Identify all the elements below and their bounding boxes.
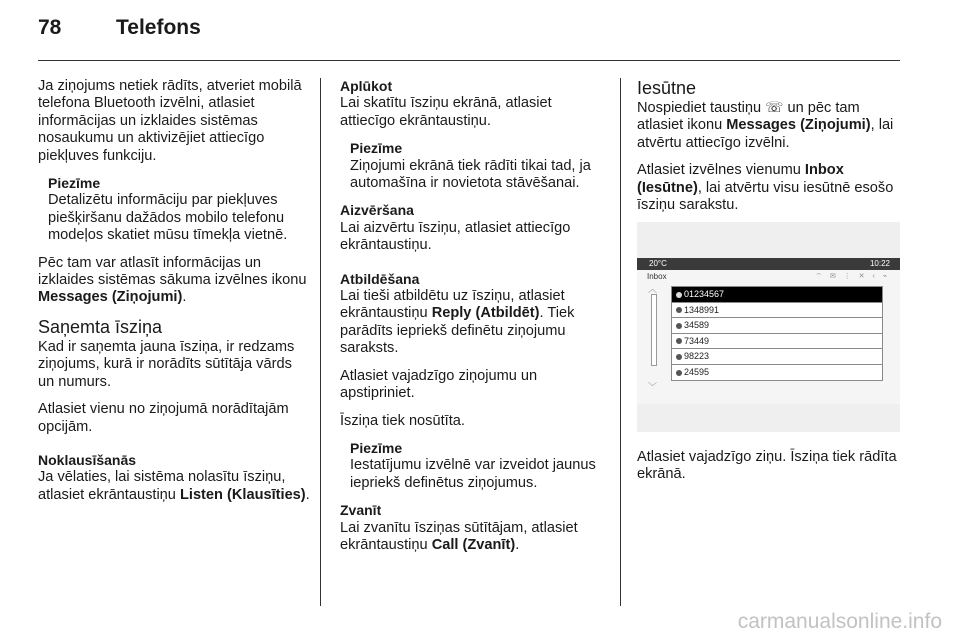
message-list (671, 286, 883, 381)
clock-readout: 10:22 (869, 259, 890, 268)
subsection-title: Atbildēšana (340, 270, 420, 287)
section-title: Saņemta īsziņa (38, 316, 163, 337)
column-3 (637, 78, 902, 224)
watermark: carmanualsonline.info (737, 610, 942, 633)
subsection-title: Aizvēršana (340, 202, 414, 219)
section-title: Iesūtne (637, 78, 697, 98)
paragraph: Atlasiet vajadzīgo ziņojumu un apstipriniet. (340, 367, 538, 402)
message-row[interactable] (671, 286, 883, 303)
paragraph: Lai aizvērtu īsziņu, atlasiet attiecīgo ekrāntaustiņu. (340, 219, 571, 254)
status-icons: ⌔ ✉ ⋮ ✕ ‹ ⌁ (815, 273, 890, 280)
note-title: Piezīme (350, 439, 403, 456)
message-row[interactable] (671, 318, 883, 334)
paragraph: Ja vēlaties, lai sistēma nolasītu īsziņu, atlasiet ekrāntaustiņu Listen (Klausīties). (38, 469, 310, 503)
message-icon (676, 338, 682, 344)
note-title: Piezīme (48, 175, 101, 192)
message-icon (676, 323, 682, 329)
inbox-label: Inbox (647, 272, 667, 281)
message-number: 73449 (684, 335, 710, 346)
message-number: 01234567 (684, 289, 725, 299)
paragraph: Lai skatītu īsziņu ekrānā, atlasiet attiecīgo ekrāntaustiņu. (340, 95, 552, 129)
message-icon (676, 370, 682, 376)
note-text: Detalizētu informāciju par piekļuves piešķiršanu dažādos mobilo telefonu modeļos skatiet mūsu tīmekļa vietnē. (48, 192, 288, 244)
subsection-title: Aplūkot (340, 78, 393, 94)
display-frame (637, 258, 900, 404)
column-2 (340, 78, 610, 564)
paragraph: Lai tieši atbildētu uz īsziņu, atlasiet ekrāntaustiņu Reply (Atbildēt). Tiek parādīts iepriekš definētu ziņojumu saraksts. (340, 288, 575, 357)
message-icon (676, 354, 682, 360)
paragraph: Atlasiet izvēlnes vienumu Inbox (Iesūtne), lai atvērtu visu iesūtnē esošo īsziņu sarakstu. (637, 162, 894, 214)
note-text: Iestatījumu izvēlnē var izveidot jaunus iepriekš definētus ziņojumus. (350, 457, 596, 491)
column-1 (38, 78, 310, 514)
header-rule (38, 60, 900, 61)
message-icon (676, 307, 682, 313)
message-row[interactable] (671, 365, 883, 381)
note-box (350, 140, 610, 192)
paragraph: Atlasiet vajadzīgo ziņu. Īsziņa tiek rādīta ekrānā. (637, 449, 897, 483)
message-icon (676, 292, 682, 298)
message-number: 98223 (684, 351, 710, 362)
message-number: 1348991 (684, 304, 720, 315)
temperature-readout: 20°C (649, 259, 667, 268)
paragraph: Īsziņa tiek nosūtīta. (340, 412, 465, 429)
note-box (48, 175, 310, 245)
display-status-bar (637, 258, 900, 270)
paragraph: Atlasiet vienu no ziņojumā norādītajām opcijām. (38, 401, 289, 435)
scrollbar[interactable] (651, 294, 657, 366)
page-number: 78 (38, 16, 62, 39)
message-number: 24595 (684, 366, 710, 377)
note-text: Ziņojumi ekrānā tiek rādīti tikai tad, ja automašīna ir novietota stāvēšanai. (350, 157, 591, 192)
column-3-lower (637, 449, 902, 494)
subsection-title: Zvanīt (340, 502, 382, 519)
paragraph: Kad ir saņemta jauna īsziņa, ir redzams ziņojums, kurā ir norādīts sūtītāja vārds un numurs. (38, 338, 295, 390)
inbox-screen-illustration (637, 222, 900, 432)
phone-icon: ☏ (765, 100, 784, 116)
column-divider-2 (620, 78, 621, 606)
message-row[interactable] (671, 349, 883, 365)
subsection-title: Noklausīšanās (38, 451, 137, 468)
column-divider-1 (320, 78, 321, 606)
paragraph: Ja ziņojums netiek rādīts, atveriet mobilā telefona Bluetooth izvēlni, atlasiet informācijas un izklaides sistēmas nosaukumu un aktivizējiet attiecīgo piekļuves funkciju. (38, 78, 302, 164)
paragraph: Lai zvanītu īsziņas sūtītājam, atlasiet ekrāntaustiņu Call (Zvanīt). (340, 519, 578, 553)
message-number: 34589 (684, 320, 710, 331)
scroll-up-icon[interactable]: ︿ (648, 284, 658, 294)
message-row[interactable] (671, 334, 883, 350)
note-title: Piezīme (350, 140, 403, 157)
scroll-down-icon[interactable]: ﹀ (648, 382, 658, 392)
paragraph: Nospiediet taustiņu ☏ un pēc tam atlasiet ikonu Messages (Ziņojumi), lai atvērtu attiecīgo izvēlni. (637, 100, 894, 151)
paragraph: Pēc tam var atlasīt informācijas un izklaides sistēmas sākuma izvēlnes ikonu Messages (Ziņojumi). (38, 254, 307, 306)
message-row[interactable] (671, 303, 883, 319)
note-box (350, 440, 610, 492)
page-title: Telefons (116, 16, 201, 39)
display-body (637, 270, 900, 404)
